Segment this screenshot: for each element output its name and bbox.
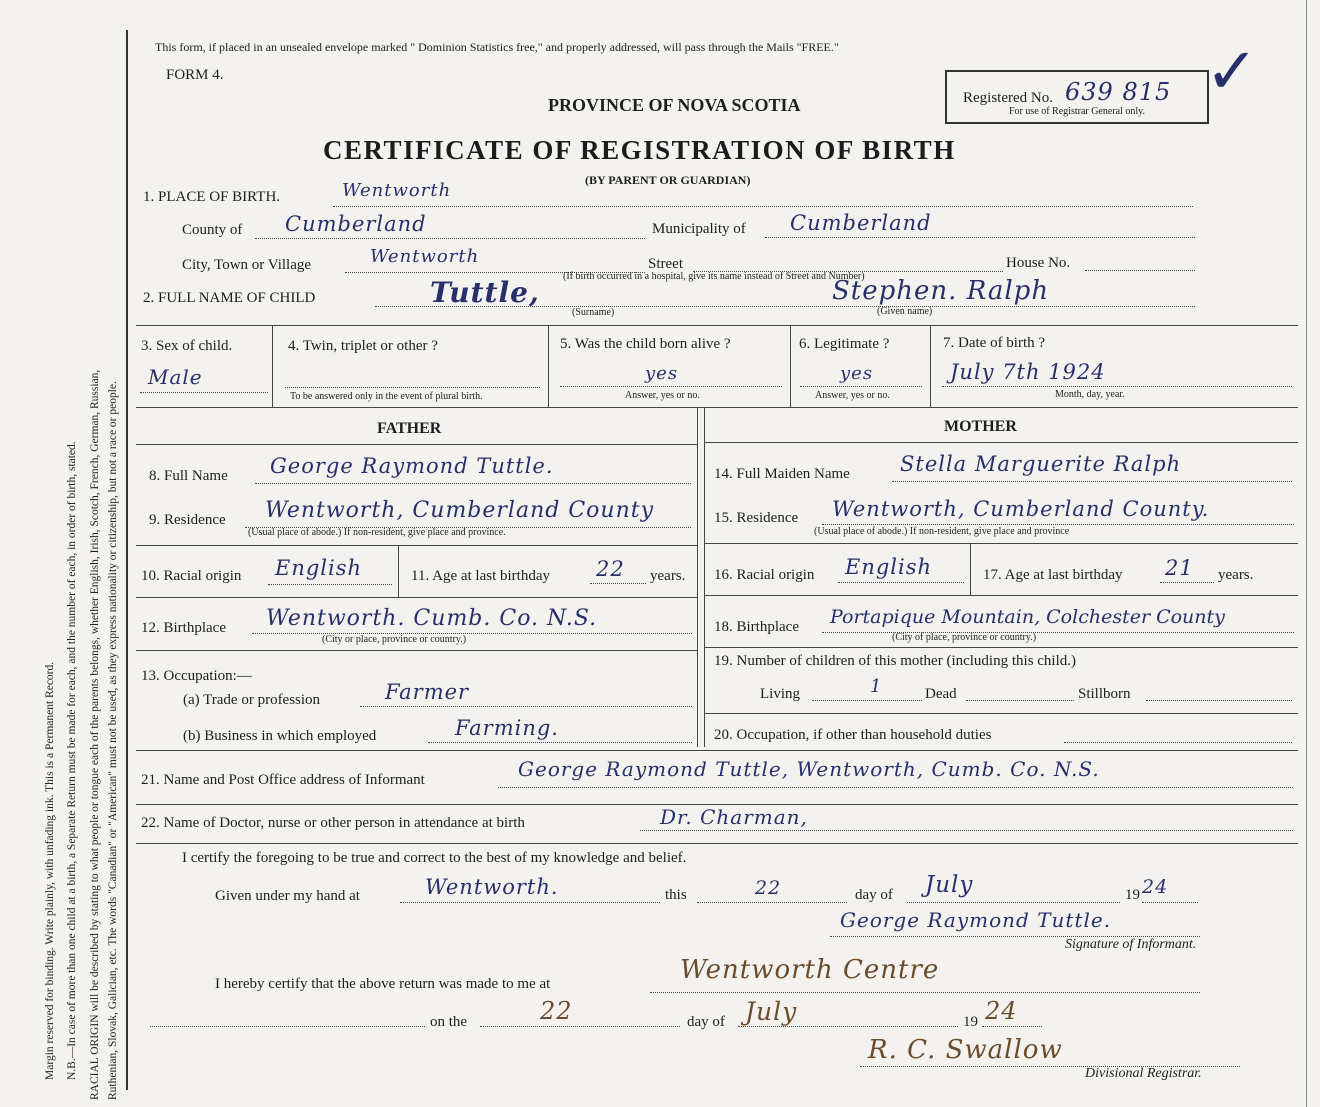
father-name-label: 8. Full Name	[149, 468, 228, 484]
dob-note: Month, day, year.	[1055, 389, 1125, 400]
father-age-value: 22	[596, 557, 625, 581]
stillborn-label: Stillborn	[1078, 686, 1131, 702]
father-birthplace-label: 12. Birthplace	[141, 620, 226, 636]
margin-note-plural-birth: N.B.—In case of more than one child at a birth, a Separate Return must be made for each, and the number of each, in order of birth, stated.	[66, 441, 78, 1080]
municipality-label: Municipality of	[652, 221, 746, 237]
twin-label: 4. Twin, triplet or other ?	[288, 338, 438, 354]
sex-label: 3. Sex of child.	[141, 338, 233, 354]
county-value: Cumberland	[285, 212, 427, 236]
informant-signature-label: Signature of Informant.	[1065, 937, 1197, 952]
father-business-value: Farming.	[455, 716, 559, 740]
born-alive-value: yes	[645, 363, 679, 384]
given-year-prefix: 19	[1125, 887, 1140, 903]
registrar-certify-text: I hereby certify that the above return was made to me at	[215, 976, 551, 992]
father-occupation-label: 13. Occupation:—	[141, 668, 252, 684]
informant-label: 21. Name and Post Office address of Informant	[141, 772, 425, 788]
legitimate-label: 6. Legitimate ?	[799, 336, 890, 352]
informant-signature: George Raymond Tuttle.	[840, 908, 1112, 932]
mother-race-value: English	[845, 555, 933, 579]
mother-name-label: 14. Full Maiden Name	[714, 466, 850, 482]
father-age-unit: years.	[650, 568, 686, 584]
given-name-note: (Given name)	[877, 306, 933, 317]
father-residence-note: (Usual place of abode.) If non-resident, give place and province.	[248, 527, 506, 538]
father-name-value: George Raymond Tuttle.	[270, 454, 554, 478]
mother-birthplace-label: 18. Birthplace	[714, 619, 799, 635]
margin-note-racial-origin-cont: Ruthenian, Slovak, Galician, etc. The words "Canadian" or "American" must not be used, as they express nationality or citizenship, but not a race or people.	[107, 381, 119, 1100]
place-of-birth-label: 1. PLACE OF BIRTH.	[143, 189, 281, 205]
mother-residence-label: 15. Residence	[714, 510, 799, 526]
right-border-line	[1306, 0, 1307, 1107]
registrar-signature: R. C. Swallow	[868, 1035, 1063, 1065]
born-alive-note: Answer, yes or no.	[625, 390, 700, 401]
registrar-day-value: 22	[540, 997, 573, 1025]
margin-border-line	[126, 30, 128, 1090]
dead-label: Dead	[925, 686, 957, 702]
street-label: Street	[648, 256, 683, 272]
sex-value: Male	[148, 365, 203, 389]
informant-value: George Raymond Tuttle, Wentworth, Cumb. Co. N.S.	[518, 757, 1100, 781]
surname-note: (Surname)	[572, 307, 615, 318]
registrar-signature-label: Divisional Registrar.	[1085, 1066, 1202, 1081]
given-under-label: Given under my hand at	[215, 888, 360, 904]
registrar-dayof-label: day of	[687, 1014, 725, 1030]
mail-notice: This form, if placed in an unsealed envelope marked " Dominion Statistics free," and properly addressed, will pass through the Mails "FREE."	[155, 40, 839, 54]
mother-birthplace-value: Portapique Mountain, Colchester County	[830, 606, 1225, 628]
twin-note: To be answered only in the event of plural birth.	[290, 391, 483, 402]
mother-age-unit: years.	[1218, 567, 1254, 583]
municipality-value: Cumberland	[790, 211, 932, 235]
mother-children-label: 19. Number of children of this mother (including this child.)	[714, 653, 1077, 669]
father-race-value: English	[275, 556, 363, 580]
living-label: Living	[760, 686, 800, 702]
living-value: 1	[870, 676, 883, 697]
mother-age-label: 17. Age at last birthday	[983, 567, 1123, 583]
given-dayof-label: day of	[855, 887, 893, 903]
child-given-name: Stephen. Ralph	[832, 276, 1050, 306]
registered-box	[945, 70, 1209, 124]
county-label: County of	[182, 222, 243, 238]
father-trade-label: (a) Trade or profession	[183, 692, 321, 708]
legitimate-note: Answer, yes or no.	[815, 390, 890, 401]
certify-text: I certify the foregoing to be true and correct to the best of my knowledge and belief.	[182, 850, 687, 866]
registrar-note: For use of Registrar General only.	[1009, 106, 1145, 117]
doctor-label: 22. Name of Doctor, nurse or other person in attendance at birth	[141, 815, 525, 831]
registered-number: 639 815	[1065, 78, 1172, 106]
legitimate-value: yes	[840, 363, 874, 384]
registrar-year-value: 24	[985, 997, 1018, 1025]
registered-label: Registered No.	[963, 90, 1053, 106]
mother-heading: MOTHER	[944, 418, 1017, 435]
given-year-value: 24	[1142, 876, 1169, 898]
born-alive-label: 5. Was the child born alive ?	[560, 336, 731, 352]
father-business-label: (b) Business in which employed	[183, 728, 377, 744]
mother-residence-note: (Usual place of abode.) If non-resident, give place and province	[814, 526, 1070, 537]
doctor-value: Dr. Charman,	[660, 805, 808, 829]
registrar-month-value: July	[745, 997, 798, 1026]
form-number: FORM 4.	[166, 67, 224, 83]
registrar-year-prefix: 19	[963, 1014, 978, 1030]
given-day-value: 22	[755, 877, 782, 899]
hospital-note: (If birth occurred in a hospital, give its name instead of Street and Number)	[563, 271, 865, 282]
certificate-subtitle: (BY PARENT OR GUARDIAN)	[585, 173, 751, 187]
child-surname: Tuttle,	[430, 276, 540, 309]
margin-note-binding: Margin reserved for binding. Write plainly, with unfading ink. This is a Permanent Record.	[44, 661, 56, 1080]
mother-residence-value: Wentworth, Cumberland County.	[832, 497, 1210, 521]
dob-label: 7. Date of birth ?	[943, 335, 1046, 351]
registrar-onthe-label: on the	[430, 1014, 468, 1030]
father-heading: FATHER	[377, 420, 442, 437]
province-heading: PROVINCE OF NOVA SCOTIA	[548, 95, 801, 115]
city-value: Wentworth	[370, 246, 480, 267]
father-residence-value: Wentworth, Cumberland County	[265, 498, 655, 523]
given-month-value: July	[925, 872, 974, 898]
certificate-title: CERTIFICATE OF REGISTRATION OF BIRTH	[323, 135, 956, 165]
given-place-value: Wentworth.	[425, 875, 559, 899]
given-this-label: this	[665, 887, 687, 903]
check-mark: ✓	[1205, 35, 1260, 109]
city-label: City, Town or Village	[182, 257, 312, 273]
mother-occupation-label: 20. Occupation, if other than household duties	[714, 727, 992, 743]
registrar-place-value: Wentworth Centre	[680, 955, 940, 985]
father-residence-label: 9. Residence	[149, 512, 226, 528]
mother-birthplace-note: (City of place, province or country.)	[892, 632, 1037, 643]
father-age-label: 11. Age at last birthday	[411, 568, 550, 584]
father-race-label: 10. Racial origin	[141, 568, 242, 584]
dob-value: July 7th 1924	[950, 360, 1106, 384]
father-birthplace-note: (City or place, province or country.)	[322, 634, 467, 645]
margin-note-racial-origin: RACIAL ORIGIN will be described by stating to what people or tongue each of the parents belongs, whether English, Irish, Scotch, French, German, Russian,	[89, 369, 101, 1100]
mother-age-value: 21	[1165, 556, 1194, 580]
mother-race-label: 16. Racial origin	[714, 567, 815, 583]
place-of-birth-value: Wentworth	[342, 180, 452, 201]
child-name-label: 2. FULL NAME OF CHILD	[143, 290, 316, 306]
house-label: House No.	[1006, 255, 1071, 271]
father-birthplace-value: Wentworth. Cumb. Co. N.S.	[266, 606, 598, 631]
father-trade-value: Farmer	[385, 680, 470, 704]
mother-name-value: Stella Marguerite Ralph	[900, 452, 1182, 476]
